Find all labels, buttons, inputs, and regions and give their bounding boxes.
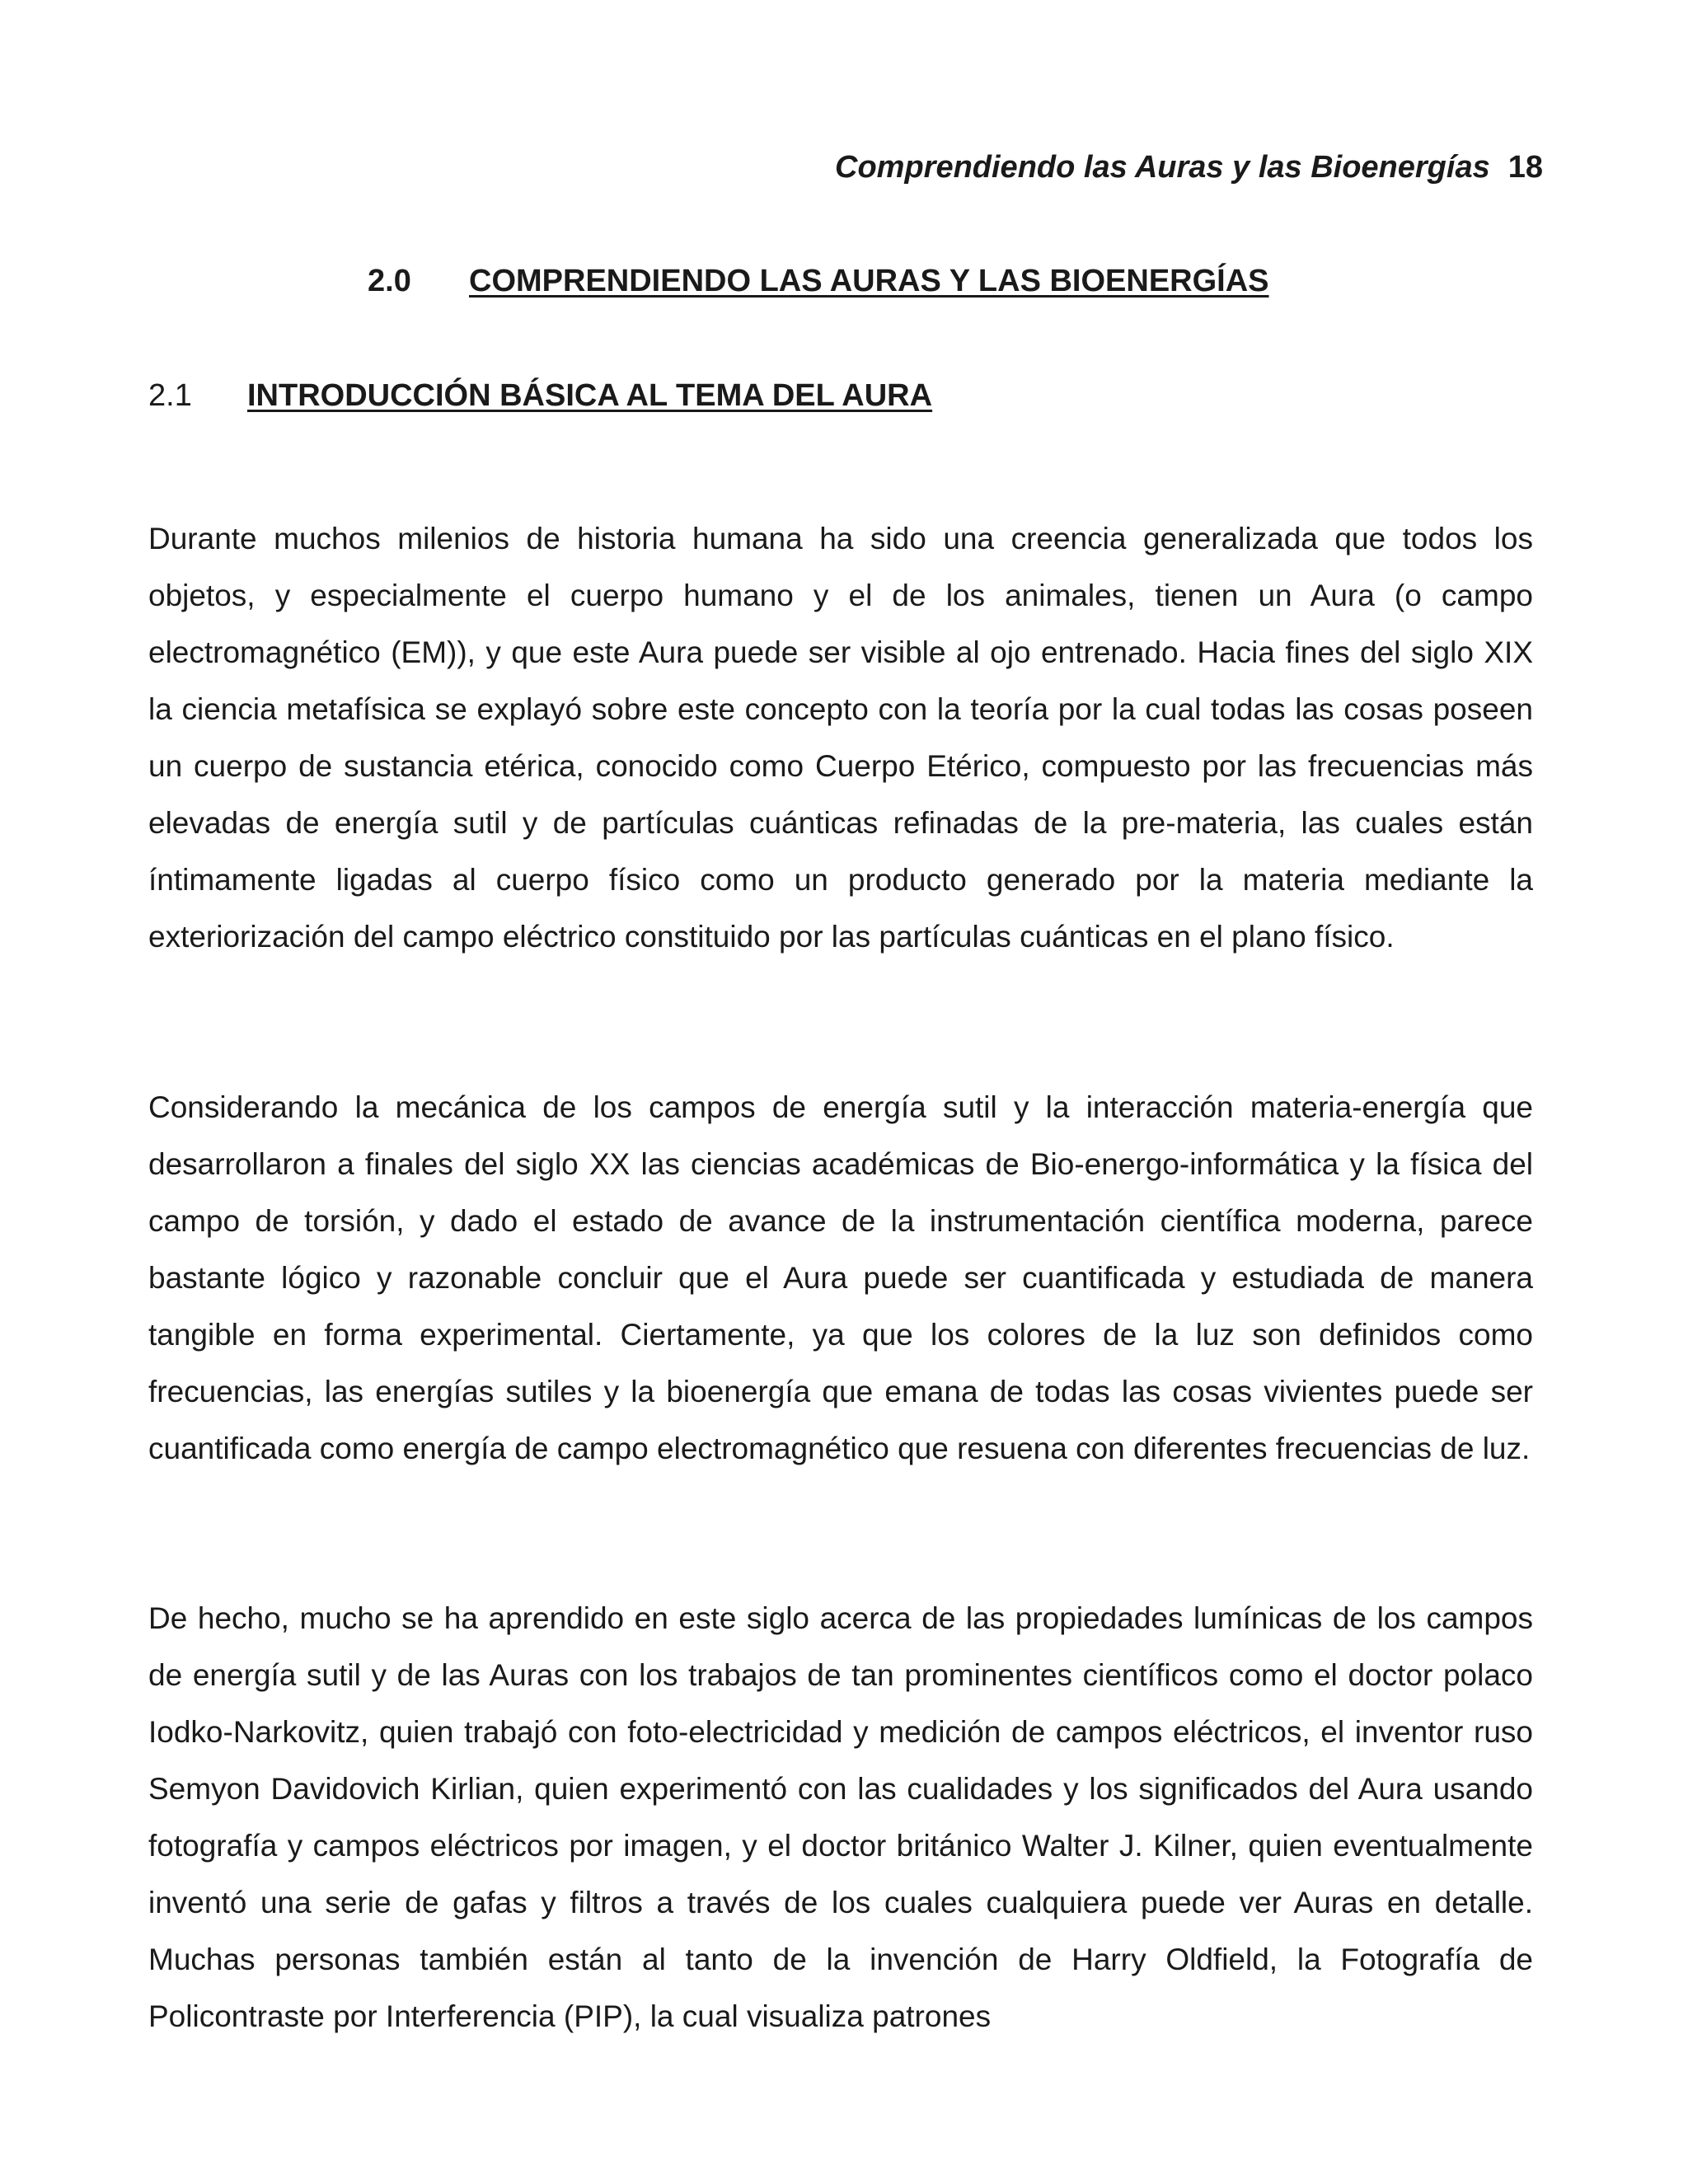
running-header [148, 147, 1543, 188]
body-paragraph: Durante muchos milenios de historia humana ha sido una creencia generalizada que todos los objetos, y especialmente el cuerpo humano y el de los animales, tienen un Aura (o campo electromagnético (EM)), y que este Aura puede ser visible al ojo entrenado. Hacia fines del siglo XIX la ciencia metafísica se explayó sobre este concepto con la teoría por la cual todas las cosas poseen un cuerpo de sustancia etérica, conocido como Cuerpo Etérico, compuesto por las frecuencias más elevadas de energía sutil y de partículas cuánticas refinadas de la pre-materia, las cuales están íntimamente ligadas al cuerpo físico como un producto generado por la materia mediante la exteriorización del campo eléctrico constituido por las partículas cuánticas en el plano físico. [148, 522, 1533, 954]
running-title: Comprendiendo las Auras y las Bioenergías [835, 150, 1490, 185]
chapter-title: COMPRENDIENDO LAS AURAS Y LAS BIOENERGÍAS [469, 264, 1269, 298]
section-number: 2.1 [148, 378, 192, 413]
page-number: 18 [1507, 150, 1543, 185]
body-paragraph: Considerando la mecánica de los campos de energía sutil y la interacción materia-energía que desarrollaron a finales del siglo XX las ciencias académicas de Bio-energo-informática y la física del campo de torsión, y dado el estado de avance de la instrumentación científica moderna, parece bastante lógico y razonable concluir que el Aura puede ser cuantificada y estudiada de manera tangible en forma experimental. Ciertamente, ya que los colores de la luz son definidos como frecuencias, las energías sutiles y la bioenergía que emana de todas las cosas vivientes puede ser cuantificada como energía de campo electromagnético que resuena con diferentes frecuencias de luz. [148, 1090, 1533, 1465]
body-paragraph: De hecho, mucho se ha aprendido en este siglo acerca de las propiedades lumínicas de los campos de energía sutil y de las Auras con los trabajos de tan prominentes científicos como el doctor polaco Iodko-Narkovitz, quien trabajó con foto-electricidad y medición de campos eléctricos, el inventor ruso Semyon Davidovich Kirlian, quien experimentó con las cualidades y los significados del Aura usando fotografía y campos eléctricos por imagen, y el doctor británico Walter J. Kilner, quien eventualmente inventó una serie de gafas y filtros a través de los cuales cualquiera puede ver Auras en detalle. Muchas personas también están al tanto de la invención de Harry Oldfield, la Fotografía de Policontraste por Interferencia (PIP), la cual visualiza patrones [148, 1601, 1533, 2033]
chapter-number: 2.0 [368, 264, 411, 298]
section-title: INTRODUCCIÓN BÁSICA AL TEMA DEL AURA [247, 378, 933, 413]
section-heading [148, 375, 932, 416]
chapter-heading [368, 260, 1269, 302]
